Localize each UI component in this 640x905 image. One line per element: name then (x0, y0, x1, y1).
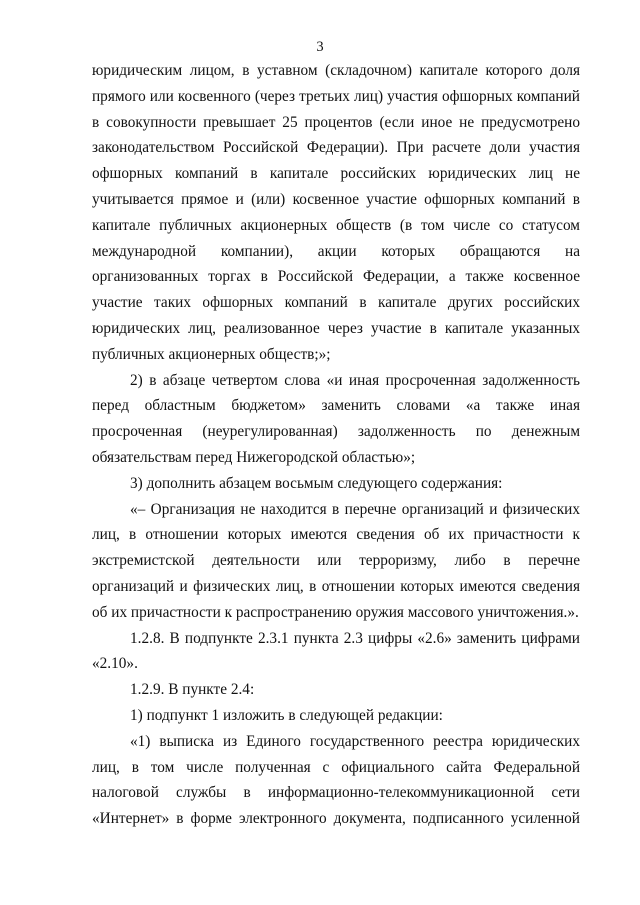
document-body (92, 58, 580, 832)
paragraph-item-2: 2) в абзаце четвертом слова «и иная просроченная задолженность перед областным бюджетом» заменить словами «а также иная просроченная (неурегулированная) задолженность по денежным обязательствам перед Нижегородской областью»; (92, 371, 580, 466)
page-number: 3 (316, 39, 324, 55)
paragraph-quoted-subitem-1: «1) выписка из Единого государственного реестра юридических лиц, в том числе полученная с официального сайта Федеральной налоговой службы в информационно-телекоммуникационной сети «Интернет» в форме электронного документа, подписанного усиленной (92, 732, 580, 828)
paragraph-1-2-9: 1.2.9. В пункте 2.4: (130, 681, 255, 699)
paragraph-item-3: 3) дополнить абзацем восьмым следующего содержания: (130, 474, 503, 492)
paragraph-1-2-8: 1.2.8. В подпункте 2.3.1 пункта 2.3 цифры «2.6» заменить цифрами «2.10». (92, 629, 580, 673)
paragraph-continuation: юридическим лицом, в уставном (складочном) капитале которого доля прямого или косвенного (через третьих лиц) участия офшорных компаний в совокупности превышает 25 процентов (если иное не предусмотрено законодательством Российской Федерации). При расчете доли участия офшорных компаний в капитале российских юридических лиц не учитывается прямое и (или) косвенное участие офшорных компаний в капитале публичных акционерных обществ (в том числе со статусом международной компании), акции которых обращаются на организованных торгах в Российской Федерации, а также косвенное участие таких офшорных компаний в капитале других российских юридических лиц, реализованное через участие в капитале указанных публичных акционерных обществ;»; (92, 62, 580, 363)
paragraph-subitem-1: 1) подпункт 1 изложить в следующей редакции: (130, 706, 443, 724)
paragraph-quoted-addition: «– Организация не находится в перечне организаций и физических лиц, в отношении которых имеются сведения об их причастности к экстремистской деятельности или терроризму, либо в перечне организаций и физических лиц, в отношении которых имеются сведения об их причастности к распространению оружия массового уничтожения.». (92, 500, 580, 621)
